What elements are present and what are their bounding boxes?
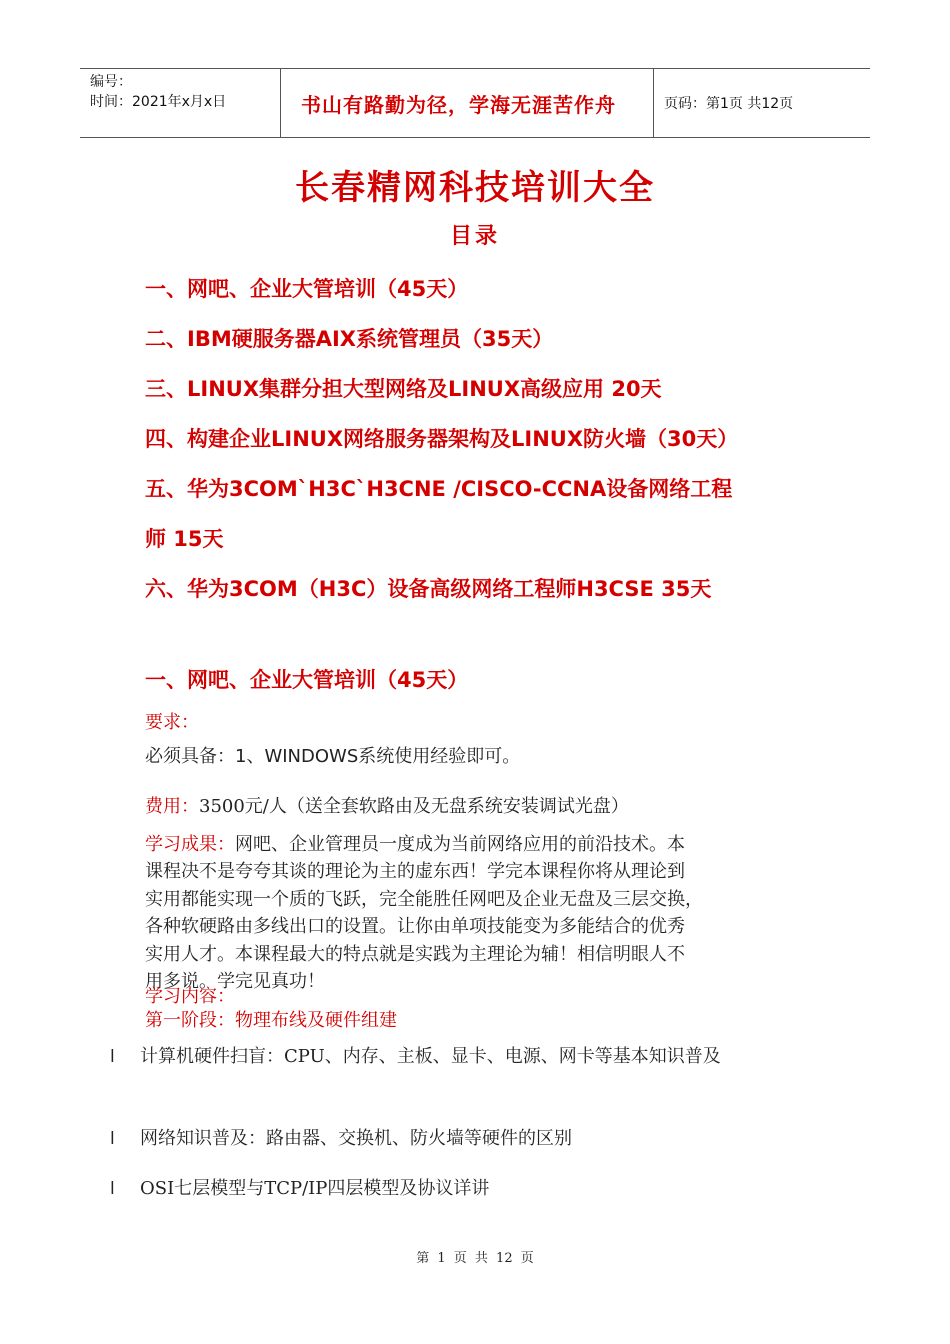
header-motto: 书山有路勤为径，学海无涯苦作舟 [281,69,654,137]
fee-label: 费用： [145,796,199,817]
list-item-text: OSI七层模型与TCP/IP四层模型及协议详讲 [140,1178,490,1199]
requirement-text: 必须具备：1、WINDOWS系统使用经验即可。 [145,746,521,767]
outcome-line: 课程决不是夸夸其谈的理论为主的虚东西！学完本课程你将从理论到 [145,861,685,883]
outcome-text: 网吧、企业管理员一度成为当前网络应用的前沿技术。本 [235,834,685,855]
outcome-line [145,831,805,858]
bullet-mark: l [110,1179,115,1199]
toc-heading: 目录 [449,223,500,249]
outcome-line: 用多说。学完见真功！ [145,971,325,993]
fee-text: 3500元/人（送全套软路由及无盘系统安装调试光盘） [199,796,629,817]
header-page-info: 页码：第1页 共12页 [664,96,794,112]
outcome-line: 实用都能实现一个质的飞跃，完全能胜任网吧及企业无盘及三层交换， [145,888,703,910]
outcome-label: 学习成果： [145,834,235,855]
list-item [110,1120,830,1158]
outcome-paragraph [145,831,805,995]
section-heading: 一、网吧、企业大管培训（45天） [145,668,469,692]
toc-item: 二、IBM硬服务器AIX系统管理员（35天） [145,327,554,351]
outcome-line: 各种软硬路由多线出口的设置。让你由单项技能变为多能结合的优秀 [145,916,685,938]
list-item [110,1170,830,1208]
page-footer: 第 1 页 共 12 页 [416,1251,534,1266]
toc-item: 三、LINUX集群分担大型网络及LINUX高级应用 20天 [145,377,662,401]
page-header [80,68,870,138]
toc-item: 一、网吧、企业大管培训（45天） [145,277,469,301]
bullet-list [110,1038,830,1208]
toc-item: 师 15天 [145,527,224,551]
content-label: 学习内容： [145,986,235,1007]
bullet-mark: l [110,1047,115,1067]
bullet-mark: l [110,1129,115,1149]
toc-item: 四、构建企业LINUX网络服务器架构及LINUX防火墙（30天） [145,427,739,451]
table-of-contents [145,264,845,614]
date-label: 时间：2021年x月x日 [90,94,227,110]
requirement-label: 要求： [145,712,199,733]
number-label: 编号： [90,74,132,90]
toc-item: 五、华为3COM`H3C`H3CNE /CISCO-CCNA设备网络工程 [145,477,733,501]
toc-item: 六、华为3COM（H3C）设备高级网络工程师H3CSE 35天 [145,577,712,601]
header-meta [80,69,281,137]
document-title: 长春精网科技培训大全 [295,168,655,208]
list-item-text: 网络知识普及：路由器、交换机、防火墙等硬件的区别 [140,1128,572,1149]
fee-line [145,792,629,818]
list-item-text: 计算机硬件扫盲：CPU、内存、主板、显卡、电源、网卡等基本知识普及 [140,1046,721,1067]
list-item [110,1038,830,1114]
stage-title: 第一阶段：物理布线及硬件组建 [145,1010,397,1031]
outcome-line: 实用人才。本课程最大的特点就是实践为主理论为辅！相信明眼人不 [145,943,685,965]
